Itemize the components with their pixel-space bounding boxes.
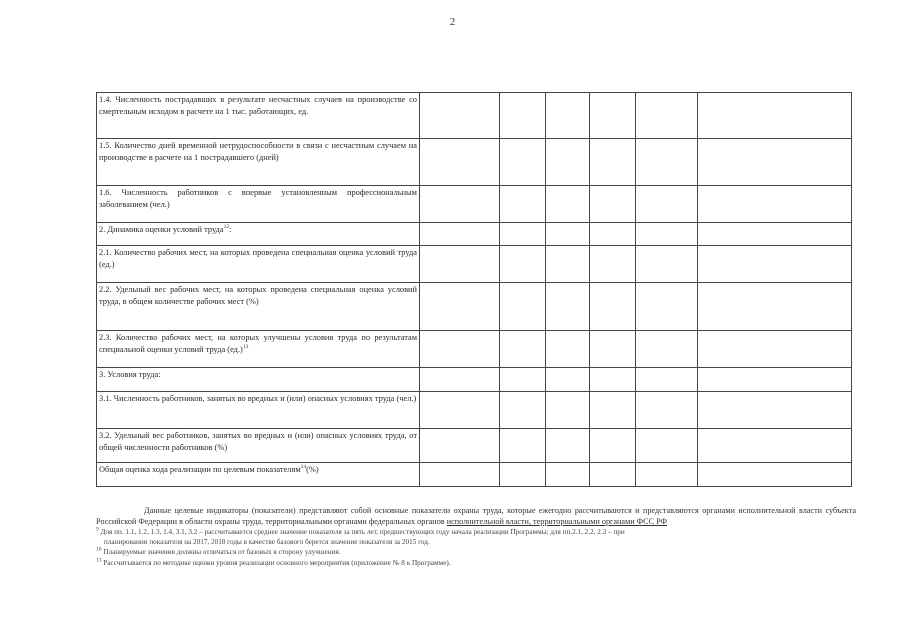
value-cell [420, 283, 500, 331]
footnote-text: Планируемые значения должны отличаться от базовых в сторону улучшения. [103, 548, 341, 556]
value-cell [698, 223, 852, 246]
value-cell [500, 186, 546, 223]
indicator-label-cell [97, 283, 420, 331]
value-cell [590, 331, 636, 368]
value-cell [420, 139, 500, 186]
indicator-label-cell [97, 331, 420, 368]
footnote-text: Для пп. 1.1, 1.2, 1.3, 1.4, 3.1, 3.2 – рассчитывается среднее значение показателя за пять лет, предшествующих году начала реализации Программы; для пп.2.1, 2.2, 2.3 – при [100, 528, 625, 536]
indicator-label: 2. Динамика оценки условий труда [99, 225, 224, 234]
value-cell [636, 368, 698, 392]
value-cell [420, 246, 500, 283]
value-cell [500, 429, 546, 463]
table-row [97, 331, 852, 368]
value-cell [546, 223, 590, 246]
indicator-label: 3.1. Численность работников, занятых во вредных и (или) опасных условиях труда (чел.) [99, 394, 417, 403]
value-cell [698, 283, 852, 331]
value-cell [590, 223, 636, 246]
indicator-label-cell [97, 223, 420, 246]
footnote-mark: 13 [96, 557, 102, 564]
value-cell [500, 283, 546, 331]
main-note-text: Данные целевые индикаторы (показатели) представляют собой основные показатели охраны труда, которые ежегодно рассчитываются и представляются органами исполнительной власти субъекта Российской Федерации в области охраны труда, территориальными органами федеральных органов [96, 506, 856, 526]
page-number: 2 [449, 16, 456, 28]
indicator-label-cell [97, 429, 420, 463]
indicator-label: Общая оценка хода реализации по целевым показателям [99, 465, 301, 474]
value-cell [590, 283, 636, 331]
table-row [97, 246, 852, 283]
indicator-label-cell [97, 392, 420, 429]
footnote-mark: 10 [96, 546, 102, 553]
indicator-label: 1.4. Численность пострадавших в результате несчастных случаев на производстве со смертельным исходом в расчете на 1 тыс. работающих, ед. [99, 95, 417, 116]
value-cell [590, 429, 636, 463]
value-cell [500, 246, 546, 283]
value-cell [546, 463, 590, 487]
value-cell [636, 331, 698, 368]
value-cell [698, 368, 852, 392]
value-cell [698, 139, 852, 186]
indicator-label-cell [97, 93, 420, 139]
footnote-13 [96, 559, 856, 569]
indicator-label: 2.1. Количество рабочих мест, на которых проведена специальная оценка условий труда (ед.) [99, 248, 417, 269]
table-row [97, 392, 852, 429]
indicator-label-cell [97, 139, 420, 186]
value-cell [698, 429, 852, 463]
value-cell [546, 283, 590, 331]
value-cell [420, 429, 500, 463]
table-row [97, 368, 852, 392]
indicator-label: 2.2. Удельный вес рабочих мест, на которых проведена специальная оценка условий труда, в общем количестве рабочих мест (%) [99, 285, 417, 306]
table-row [97, 139, 852, 186]
footnote-text-continued: планировании показателя на 2017, 2018 годы в качестве базового берется значение показателя за 2015 год. [104, 537, 430, 546]
main-note [96, 505, 856, 527]
value-cell [636, 139, 698, 186]
indicator-label: 3. Условия труда: [99, 370, 161, 379]
footnote-10 [96, 548, 856, 558]
value-cell [636, 463, 698, 487]
indicator-label-cell [97, 463, 420, 487]
value-cell [698, 186, 852, 223]
value-cell [500, 139, 546, 186]
value-cell [500, 331, 546, 368]
value-cell [546, 429, 590, 463]
value-cell [590, 246, 636, 283]
value-cell [636, 283, 698, 331]
table-row [97, 186, 852, 223]
indicator-label: 2.3. Количество рабочих мест, на которых улучшены условия труда по результатам специальной оценки условий труда (ед.) [99, 333, 417, 354]
value-cell [500, 93, 546, 139]
footnote-text: Рассчитывается по методике оценки уровня реализации основного мероприятия (приложение № 8 к Программе). [103, 558, 451, 567]
value-cell [420, 463, 500, 487]
indicator-label: 3.2. Удельный вес работников, занятых во вредных и (или) опасных условиях труда, от общей численности работников (%) [99, 431, 417, 452]
value-cell [590, 93, 636, 139]
value-cell [636, 186, 698, 223]
footnote-mark: 9 [96, 526, 99, 533]
value-cell [698, 93, 852, 139]
table-row [97, 429, 852, 463]
value-cell [590, 139, 636, 186]
value-cell [698, 392, 852, 429]
value-cell [420, 368, 500, 392]
value-cell [590, 186, 636, 223]
footnote-ref: 12 [223, 224, 230, 231]
value-cell [698, 246, 852, 283]
notes-section [96, 505, 856, 568]
main-note-underlined: исполнительной власти, территориальными органами ФСС РФ [446, 517, 667, 526]
value-cell [636, 392, 698, 429]
table-row [97, 93, 852, 139]
value-cell [636, 429, 698, 463]
footnote-ref: 13 [242, 344, 249, 351]
value-cell [546, 139, 590, 186]
indicator-suffix: (%) [306, 465, 319, 474]
table-row [97, 463, 852, 487]
indicator-label-cell [97, 368, 420, 392]
value-cell [698, 331, 852, 368]
value-cell [590, 368, 636, 392]
footnote-ref: 14 [300, 464, 307, 471]
value-cell [420, 223, 500, 246]
value-cell [500, 223, 546, 246]
value-cell [500, 392, 546, 429]
value-cell [546, 368, 590, 392]
indicator-suffix: : [229, 225, 232, 234]
indicator-label-cell [97, 246, 420, 283]
value-cell [500, 368, 546, 392]
value-cell [500, 463, 546, 487]
value-cell [546, 246, 590, 283]
value-cell [636, 246, 698, 283]
value-cell [590, 463, 636, 487]
table-row [97, 283, 852, 331]
value-cell [590, 392, 636, 429]
table-row [97, 223, 852, 246]
value-cell [636, 93, 698, 139]
value-cell [420, 93, 500, 139]
value-cell [698, 463, 852, 487]
indicator-label: 1.6. Численность работников с впервые установленным профессиональным заболеванием (чел.) [99, 188, 417, 209]
indicator-label-cell [97, 186, 420, 223]
value-cell [546, 93, 590, 139]
footnote-9 [96, 528, 856, 547]
value-cell [546, 186, 590, 223]
value-cell [420, 331, 500, 368]
value-cell [546, 331, 590, 368]
value-cell [636, 223, 698, 246]
indicators-table [96, 92, 852, 487]
value-cell [420, 392, 500, 429]
value-cell [546, 392, 590, 429]
indicator-label: 1.5. Количество дней временной нетрудоспособности в связи с несчастным случаем на производстве в расчете на 1 пострадавшего (дней) [99, 141, 417, 162]
value-cell [420, 186, 500, 223]
